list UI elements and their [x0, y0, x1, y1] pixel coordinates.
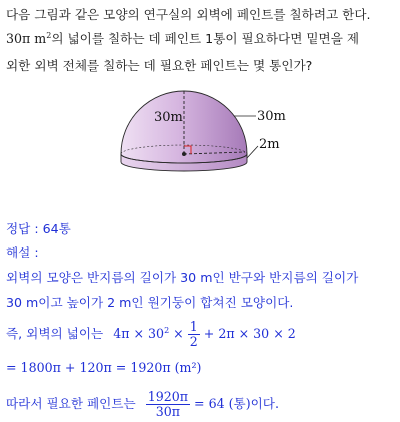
exp3-times: × [169, 326, 184, 341]
answer-line: 정답 : 64통 [6, 221, 71, 236]
question-line-2 [6, 28, 359, 47]
question-line-2-rest: 의 넓이를 칠하는 데 페인트 1통이 필요하다면 밑면을 제 [51, 31, 360, 46]
explanation-line-5 [6, 390, 279, 419]
exp3-prefix: 즉, 외벽의 넓이는 [6, 326, 104, 341]
paint-fraction [146, 390, 190, 419]
half-fraction [188, 320, 200, 349]
cylinder-leader [247, 146, 258, 158]
center-point [182, 152, 186, 156]
exp5-prefix: 따라서 필요한 페인트는 [6, 396, 136, 411]
cylinder-height-label: 2m [259, 137, 280, 152]
half-denominator: 2 [189, 334, 198, 349]
explanation-line-1: 외벽의 모양은 반지름의 길이가 30 m인 반구와 반지름의 길이가 [6, 270, 359, 285]
radius-label: 30m [257, 109, 286, 124]
height-label: 30m [154, 110, 183, 125]
hemisphere-figure [116, 86, 286, 186]
explanation-title: 해설 : [6, 245, 39, 260]
explanation-line-4: = 1800π + 120π = 1920π (m²) [6, 360, 202, 375]
paint-denominator: 30π [155, 404, 180, 419]
half-numerator: 1 [189, 319, 198, 334]
question-line-1: 다음 그림과 같은 모양의 연구실의 외벽에 페인트를 칠하려고 한다. [6, 7, 371, 22]
exp3-term-c: + 2π × 30 × 2 [203, 326, 296, 341]
question-line-3: 외한 외벽 전체를 칠하는 데 필요한 페인트는 몇 통인가? [6, 58, 313, 73]
exp3-term-a: 4π × 30 [113, 326, 165, 341]
explanation-line-2: 30 m이고 높이가 2 m인 원기둥이 합쳐진 모양이다. [6, 295, 294, 310]
area-value: 30π m [6, 31, 47, 46]
explanation-line-3 [6, 320, 296, 349]
paint-numerator: 1920π [147, 389, 189, 404]
area-exponent: 2 [46, 30, 52, 40]
exp3-exponent: 2 [164, 325, 170, 335]
exp5-suffix: = 64 (통)이다. [194, 396, 279, 411]
